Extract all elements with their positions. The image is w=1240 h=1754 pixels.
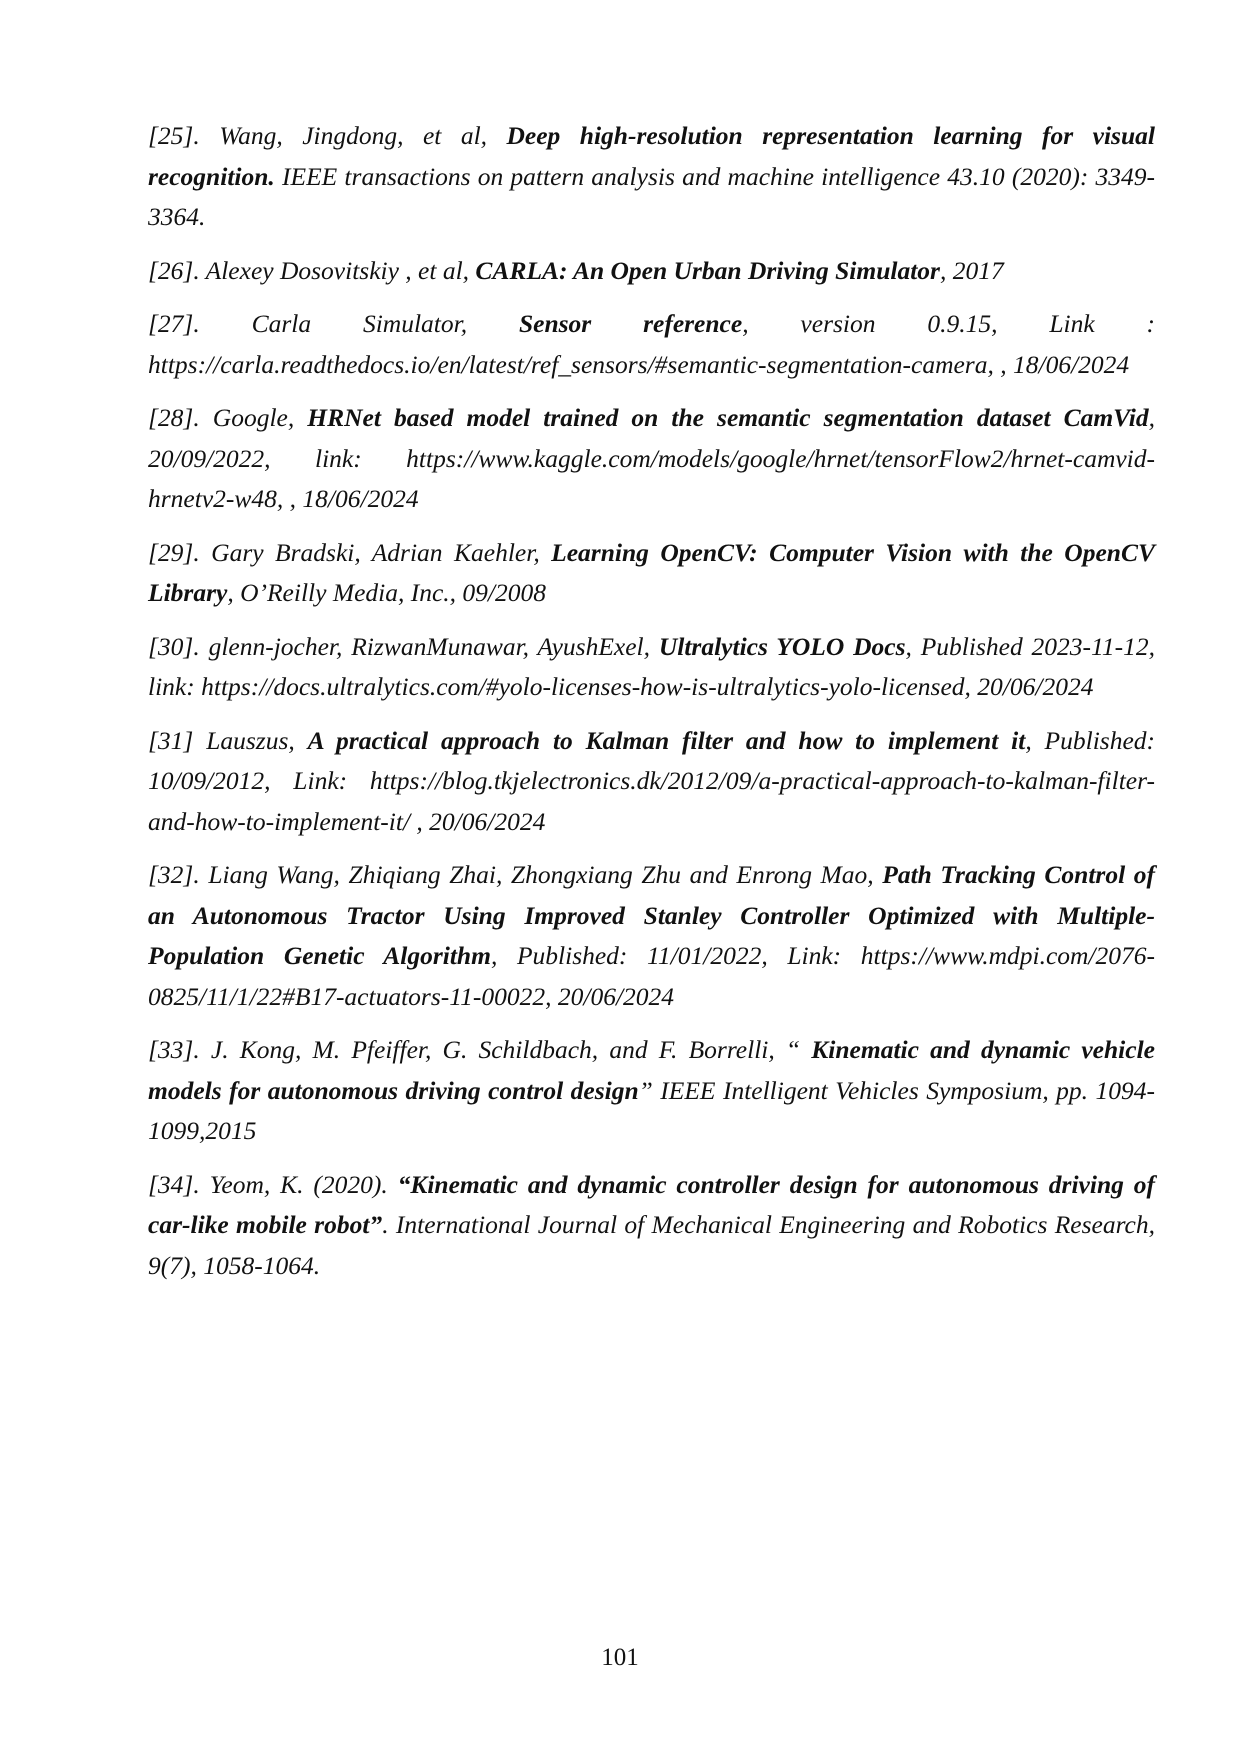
reference-33 (148, 1030, 1155, 1152)
reference-title: Kinematic and dynamic vehicle models for autonomous driving control design (148, 1035, 1155, 1105)
reference-number: [31] (148, 725, 194, 755)
reference-number: [28]. (148, 403, 200, 432)
reference-authors: Yeom, K. (2020). (199, 1169, 398, 1199)
reference-number: [30]. (148, 631, 200, 661)
reference-title: “Kinematic and dynamic controller design for autonomous driving of car-like mobile robot” (148, 1169, 1155, 1239)
reference-source: ” IEEE Intelligent Vehicles Symposium, pp. 1094-1099,2015 (148, 1075, 1155, 1145)
reference-number: [26]. (148, 255, 200, 285)
reference-authors: Liang Wang, Zhiqiang Zhai, Zhongxiang Zhu and Enrong Mao, (199, 860, 883, 889)
reference-authors: Carla Simulator, (199, 309, 519, 338)
reference-list (148, 116, 1155, 1299)
reference-title: Ultralytics YOLO Docs (658, 631, 906, 661)
reference-source: , O’Reilly Media, Inc., 09/2008 (227, 578, 546, 607)
reference-title: Learning OpenCV: Computer Vision with the OpenCV Library (148, 537, 1155, 607)
reference-authors: Wang, Jingdong, et al, (199, 121, 507, 150)
reference-source: , version 0.9.15, Link : https://carla.readthedocs.io/en/latest/ref_sensors/#semantic-segmentation-camera, , 18/06/2024 (148, 309, 1155, 379)
reference-authors: Alexey Dosovitskiy , et al, (199, 255, 476, 285)
reference-source: , Published: 11/01/2022, Link: https://www.mdpi.com/2076-0825/11/1/22#B17-actuators-11-00022, 20/06/2024 (148, 941, 1155, 1011)
reference-source: , 2017 (939, 255, 1004, 285)
reference-title: HRNet based model trained on the semantic segmentation dataset CamVid (307, 403, 1149, 432)
reference-number: [34]. (148, 1169, 200, 1199)
reference-authors: Google, (199, 403, 308, 432)
reference-27 (148, 304, 1155, 385)
reference-30 (148, 627, 1155, 708)
reference-32 (148, 855, 1155, 1017)
reference-34 (148, 1165, 1155, 1287)
reference-31 (148, 721, 1155, 843)
reference-title: Sensor reference (518, 309, 743, 338)
reference-title: Path Tracking Control of an Autonomous Tractor Using Improved Stanley Controller Optimized with Multiple-Population Genetic Algorithm (148, 860, 1155, 970)
reference-source: , Published: 10/09/2012, Link: https://blog.tkjelectronics.dk/2012/09/a-practical-approach-to-kalman-filter-and-how-to-implement-it/ , 20/06/2024 (148, 725, 1156, 836)
reference-25 (148, 116, 1155, 238)
reference-title: Deep high-resolution representation learning for visual recognition. (148, 121, 1155, 191)
reference-number: [27]. (148, 309, 200, 338)
reference-source: , 20/09/2022, link: https://www.kaggle.com/models/google/hrnet/tensorFlow2/hrnet-camvid-hrnetv2-w48, , 18/06/2024 (148, 403, 1155, 513)
reference-authors: Lauszus, (193, 725, 308, 755)
reference-title: A practical approach to Kalman filter and how to implement it (307, 725, 1026, 755)
reference-number: [33]. (148, 1035, 200, 1064)
reference-authors: Gary Bradski, Adrian Kaehler, (199, 537, 552, 567)
reference-number: [32]. (148, 860, 200, 889)
reference-29 (148, 533, 1155, 614)
reference-authors: J. Kong, M. Pfeiffer, G. Schildbach, and F. Borrelli, “ (199, 1035, 812, 1064)
reference-28 (148, 398, 1155, 520)
reference-source: . International Journal of Mechanical Engineering and Robotics Research, 9(7), 1058-1064. (148, 1210, 1155, 1280)
page-number: 101 (601, 1644, 639, 1671)
reference-source: , Published 2023-11-12, link: https://docs.ultralytics.com/#yolo-licenses-how-is-ultralytics-yolo-licensed, 20/06/2024 (148, 631, 1155, 701)
reference-authors: glenn-jocher, RizwanMunawar, AyushExel, (199, 631, 659, 661)
reference-title: CARLA: An Open Urban Driving Simulator (475, 255, 940, 285)
reference-number: [29]. (148, 537, 200, 567)
reference-source: IEEE transactions on pattern analysis and machine intelligence 43.10 (2020): 3349-3364. (148, 161, 1155, 231)
reference-26 (148, 251, 1155, 292)
reference-number: [25]. (148, 121, 200, 150)
